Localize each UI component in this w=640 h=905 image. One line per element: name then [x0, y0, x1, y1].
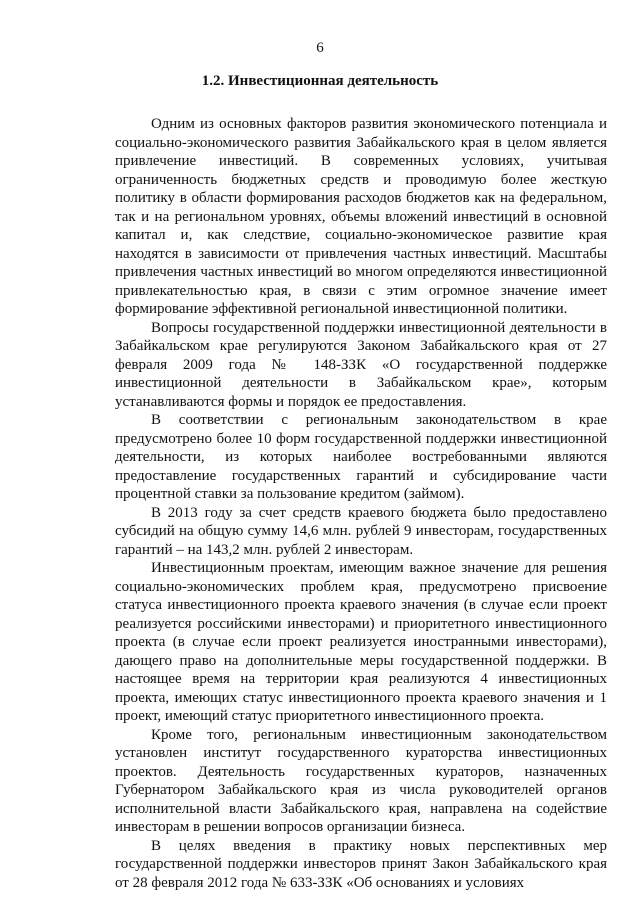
paragraph-2: Вопросы государственной поддержки инвестиционной деятельности в Забайкальском крае регулируются Законом Забайкальского края от 27 февраля 2009 года № 148-ЗЗК «О государственной поддержке инвестиционной деятельности в Забайкальском крае», которым устанавливаются формы и порядок ее предоставления.	[115, 319, 607, 410]
paragraph-3: В соответствии с региональным законодательством в крае предусмотрено более 10 форм государственной поддержки инвестиционной деятельности, из которых наиболее востребованными являются предоставление государственных гарантий и субсидирование части процентной ставки за пользование кредитом (займом).	[115, 412, 607, 502]
paragraph-4: В 2013 году за счет средств краевого бюджета было предоставлено субсидий на общую сумму 14,6 млн. рублей 9 инвесторам, государственных гарантий – на 143,2 млн. рублей 2 инвесторам.	[115, 504, 607, 558]
document-body	[115, 115, 607, 892]
page-number: 6	[316, 40, 324, 56]
section-title: 1.2. Инвестиционная деятельность	[201, 73, 439, 89]
paragraph-7: В целях введения в практику новых перспективных мер государственной поддержки инвесторов принят Закон Забайкальского края от 28 февраля 2012 года № 633-ЗЗК «Об основаниях и условиях	[115, 837, 607, 891]
paragraph-5: Инвестиционным проектам, имеющим важное значение для решения социально-экономических проблем края, предусмотрено присвоение статуса инвестиционного проекта краевого значения (в случае если проект реализуется российскими инвесторами) и приоритетного инвестиционного проекта (в случае если проект реализуется иностранными инвесторами), дающего право на дополнительные меры государственной поддержки. В настоящее время на территории края реализуются 4 инвестиционных проекта, имеющих статус инвестиционного проекта краевого значения и 1 проект, имеющий статус приоритетного инвестиционного проекта.	[115, 560, 607, 724]
paragraph-6: Кроме того, региональным инвестиционным законодательством установлен институт государственного кураторства инвестиционных проектов. Деятельность государственных кураторов, назначенных Губернатором Забайкальского края из числа руководителей органов исполнительной власти Забайкальского края, направлена на содействие инвесторам в решении вопросов организации бизнеса.	[115, 726, 607, 835]
paragraph-1: Одним из основных факторов развития экономического потенциала и социально-экономического развития Забайкальского края в целом является привлечение инвестиций. В современных условиях, учитывая ограниченность бюджетных средств и проводимую более жесткую политику в области формирования расходов бюджетов как на федеральном, так и на региональном уровнях, объемы вложений инвестиций в основной капитал и, как следствие, социально-экономическое развитие края находятся в зависимости от привлечения частных инвестиций. Масштабы привлечения частных инвестиций во многом определяются инвестиционной привлекательностью края, в связи с этим огромное значение имеет формирование эффективной региональной инвестиционной политики.	[115, 116, 607, 317]
